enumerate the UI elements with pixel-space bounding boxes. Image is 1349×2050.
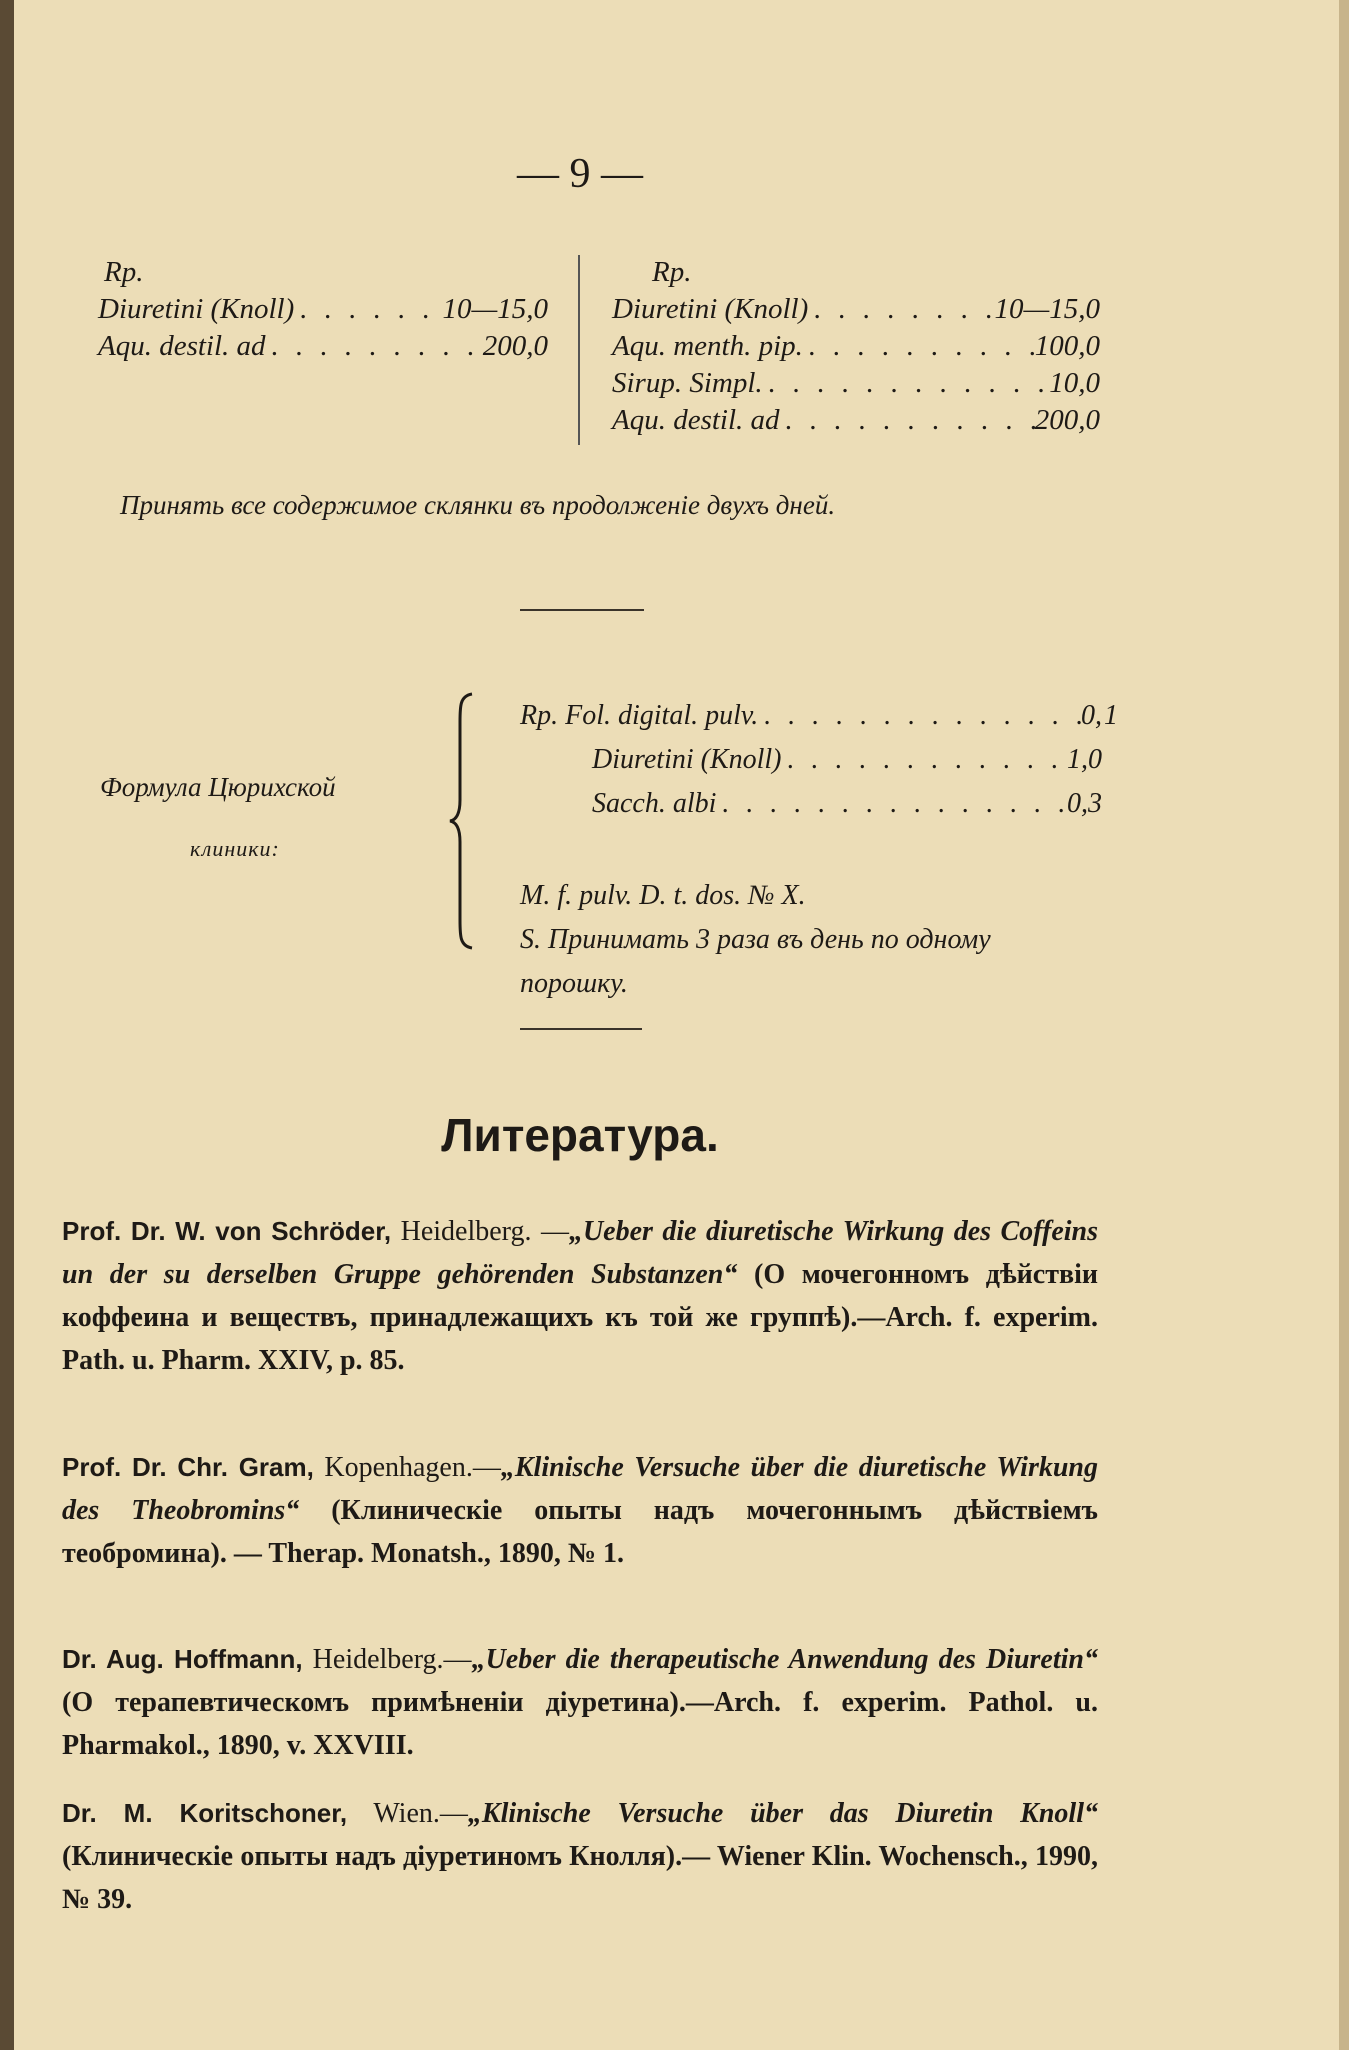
reference-title: „Klinische Versuche über das Diuretin Knoll“ xyxy=(467,1798,1098,1829)
formula-label-continued: клиники: xyxy=(190,836,280,861)
prescription-header: Rp. xyxy=(104,256,144,288)
ingredient-name: Aqu. destil. ad xyxy=(612,404,780,436)
ingredient-name: Diuretini (Knoll) xyxy=(98,293,295,325)
dosage-instruction: Принять все содержимое склянки въ продолженіе двухъ дней. xyxy=(120,490,836,520)
ingredient-quantity: 10—15,0 xyxy=(442,293,548,325)
reference-details: (Клиническіе опыты надъ діуретиномъ Кнолля).— Wiener Klin. Wochensch., 1990, № 39. xyxy=(62,1841,1098,1915)
reference-place: Wien.— xyxy=(347,1798,468,1829)
reference-title: „Ueber die therapeutische Anwendung des Diuretin“ xyxy=(471,1644,1098,1675)
handwritten-mark: 1 xyxy=(1104,700,1118,731)
reference-place: Kopenhagen.— xyxy=(313,1452,501,1483)
ingredient-quantity: 100,0 xyxy=(1034,330,1100,362)
ingredient-quantity: 0,3 xyxy=(1067,788,1102,819)
ingredient-name: Sacch. albi xyxy=(592,788,717,819)
prescription-divider xyxy=(578,255,580,445)
reference-author: Dr. M. Koritschoner, xyxy=(62,1798,348,1828)
reference-entry xyxy=(62,1638,1098,1767)
leader-dots xyxy=(716,782,1067,826)
prescription-line xyxy=(612,402,1100,439)
reference-entry xyxy=(62,1446,1098,1575)
ingredient-quantity: 0, xyxy=(1081,700,1102,731)
ingredient-name: Sirup. Simpl. xyxy=(612,367,763,399)
leader-dots xyxy=(294,291,442,328)
reference-author: Prof. Dr. W. von Schröder, xyxy=(62,1216,392,1246)
prescription-line xyxy=(612,291,1100,328)
ingredient-quantity: 200,0 xyxy=(1034,404,1100,436)
ingredient-quantity: 10—15,0 xyxy=(994,293,1100,325)
reference-author: Dr. Aug. Hoffmann, xyxy=(62,1644,303,1674)
section-rule xyxy=(520,1028,642,1030)
reference-details: (Клиническіе опыты надъ мочегоннымъ дѣйствіемъ теобромина). — Therap. Monatsh., 1890, № 1. xyxy=(62,1495,1098,1569)
leader-dots xyxy=(808,291,994,328)
reference-place: Heidelberg.— xyxy=(302,1644,472,1675)
section-rule xyxy=(520,609,644,611)
prescription-line xyxy=(612,328,1100,365)
reference-entry xyxy=(62,1792,1098,1921)
prescription-right xyxy=(612,254,1100,439)
formula-prescription xyxy=(520,694,1102,826)
page-number: — 9 — xyxy=(517,151,643,197)
reference-entry xyxy=(62,1210,1098,1382)
ingredient-quantity: 1,0 xyxy=(1067,744,1102,775)
prescription-line xyxy=(520,738,1102,782)
ingredient-name: Diuretini (Knoll) xyxy=(612,293,809,325)
signa-line: S. Принимать 3 раза въ день по одному порошку. xyxy=(520,924,991,999)
reference-title: „Klinische Versuche über die diuretische Wirkung des Theobromins“ xyxy=(62,1452,1098,1526)
reference-place: Heidelberg. — xyxy=(391,1216,569,1247)
prescription-left xyxy=(98,254,548,365)
leader-dots xyxy=(803,328,1035,365)
mixture-line: M. f. pulv. D. t. dos. № X. xyxy=(520,880,806,911)
prescription-line xyxy=(612,365,1100,402)
page-binding-edge xyxy=(0,0,14,2050)
ingredient-name: Aqu. menth. pip. xyxy=(612,330,803,362)
leader-dots xyxy=(763,365,1050,402)
reference-details: (О мочегонномъ дѣйствіи коффеина и веществъ, принадлежащихъ къ той же группѣ).—Arch. f. experim. Path. u. Pharm. XXIV, p. 85. xyxy=(62,1259,1099,1376)
prescription-header: Rp. xyxy=(652,256,692,288)
ingredient-quantity: 200,0 xyxy=(482,330,548,362)
formula-signa xyxy=(520,874,1102,1006)
leader-dots xyxy=(266,328,483,365)
reference-author: Prof. Dr. Chr. Gram, xyxy=(62,1452,314,1482)
reference-details: (О терапевтическомъ примѣненіи діуретина).—Arch. f. experim. Pathol. u. Pharmakol., 1890, v. XXVIII. xyxy=(62,1687,1098,1761)
reference-title: „Ueber die diuretische Wirkung des Coffeins un der su derselben Gruppe gehörenden Substanzen“ xyxy=(62,1216,1098,1290)
formula-label: Формула Цюрихской xyxy=(100,772,336,802)
literature-heading: Литература. xyxy=(441,1109,719,1161)
prescription-line xyxy=(98,328,548,365)
page-right-edge xyxy=(1339,0,1349,2050)
curly-brace-icon xyxy=(448,692,478,950)
ingredient-name: Aqu. destil. ad xyxy=(98,330,266,362)
prescription-line xyxy=(520,782,1102,826)
ingredient-name: Rp. Fol. digital. pulv. xyxy=(520,700,759,731)
ingredient-quantity: 10,0 xyxy=(1049,367,1100,399)
leader-dots xyxy=(782,738,1067,782)
leader-dots xyxy=(780,402,1035,439)
prescription-line xyxy=(98,291,548,328)
prescription-line xyxy=(520,694,1102,738)
ingredient-name: Diuretini (Knoll) xyxy=(592,744,782,775)
leader-dots xyxy=(758,694,1081,738)
